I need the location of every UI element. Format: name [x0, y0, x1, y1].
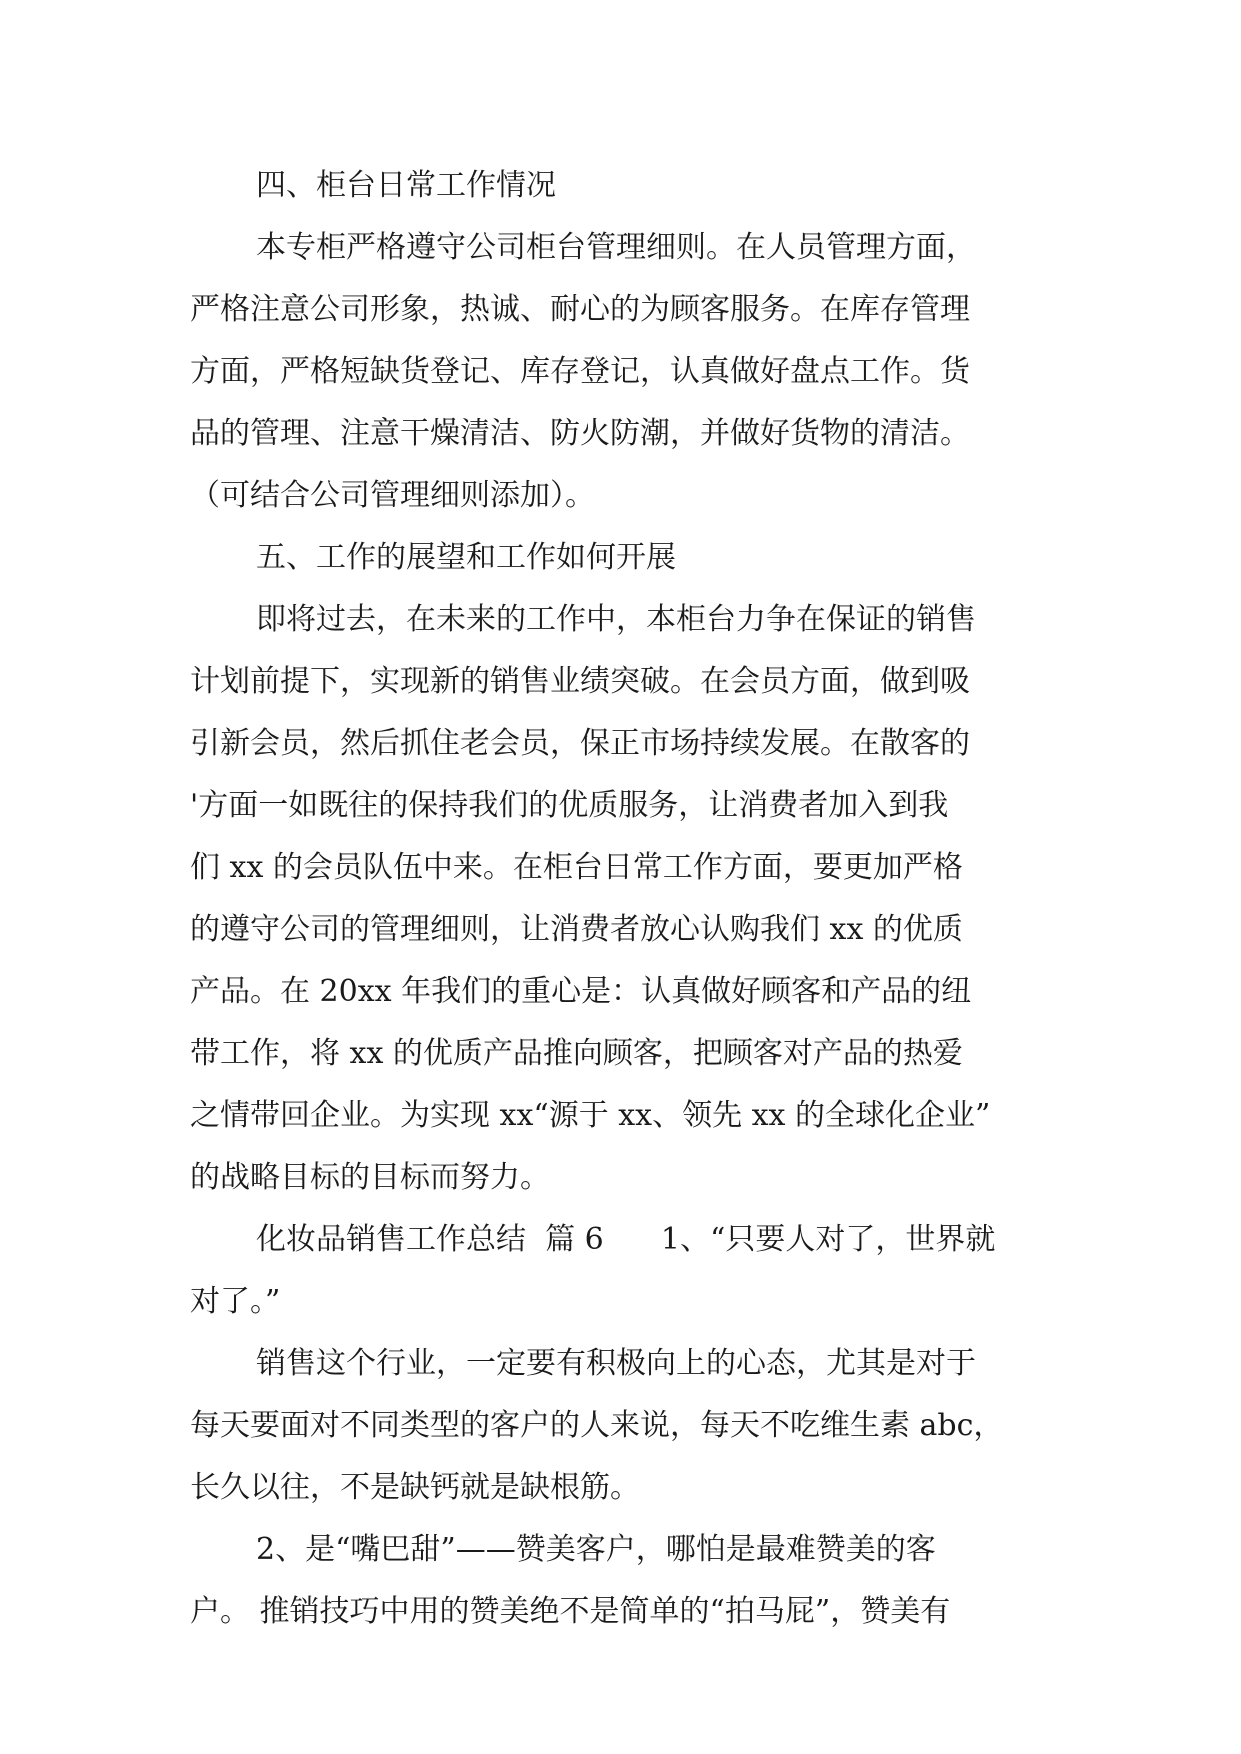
section-heading-4: 四、柜台日常工作情况 — [256, 168, 556, 203]
paragraph-line: 计划前提下，实现新的销售业绩突破。在会员方面，做到吸 — [190, 664, 970, 699]
document-body — [190, 155, 1060, 1643]
section-heading-5: 五、工作的展望和工作如何开展 — [256, 540, 676, 575]
paragraph-line: 每天要面对不同类型的客户的人来说，每天不吃维生素 abc， — [190, 1408, 1004, 1443]
paragraph-line: 引新会员，然后抓住老会员，保正市场持续发展。在散客的 — [190, 726, 970, 761]
paragraph-line: 产品。在 20xx 年我们的重心是：认真做好顾客和产品的纽 — [190, 974, 972, 1009]
paragraph-line: 对了。” — [190, 1284, 281, 1319]
paragraph-line: 户。 推销技巧中用的赞美绝不是简单的“拍马屁”，赞美有 — [190, 1594, 951, 1629]
paragraph-line: 的战略目标的目标而努力。 — [190, 1160, 550, 1195]
paragraph-line: 销售这个行业，一定要有积极向上的心态，尤其是对于 — [256, 1346, 976, 1381]
paragraph-line: 带工作，将 xx 的优质产品推向顾客，把顾客对产品的热爱 — [190, 1036, 963, 1071]
paragraph-line: 即将过去，在未来的工作中，本柜台力争在保证的销售 — [256, 602, 976, 637]
paragraph-line: 们 xx 的会员队伍中来。在柜台日常工作方面，要更加严格 — [190, 850, 963, 885]
paragraph-line: 本专柜严格遵守公司柜台管理细则。在人员管理方面， — [256, 230, 976, 265]
article-title-line: 化妆品销售工作总结 篇 6 1、“只要人对了，世界就 — [256, 1222, 996, 1257]
paragraph-line: 的遵守公司的管理细则，让消费者放心认购我们 xx 的优质 — [190, 912, 963, 947]
paragraph-line: 方面，严格短缺货登记、库存登记，认真做好盘点工作。货 — [190, 354, 970, 389]
paragraph-line: （可结合公司管理细则添加）。 — [190, 478, 595, 513]
paragraph-line: 之情带回企业。为实现 xx“源于 xx、领先 xx 的全球化企业” — [190, 1098, 991, 1133]
paragraph-line: 品的管理、注意干燥清洁、防火防潮，并做好货物的清洁。 — [190, 416, 970, 451]
paragraph-line: 长久以往，不是缺钙就是缺根筋。 — [190, 1470, 640, 1505]
paragraph-line: 2、是“嘴巴甜”——赞美客户，哪怕是最难赞美的客 — [256, 1532, 936, 1567]
paragraph-line: 严格注意公司形象，热诚、耐心的为顾客服务。在库存管理 — [190, 292, 970, 327]
paragraph-line: '方面一如既往的保持我们的优质服务，让消费者加入到我 — [190, 788, 949, 823]
